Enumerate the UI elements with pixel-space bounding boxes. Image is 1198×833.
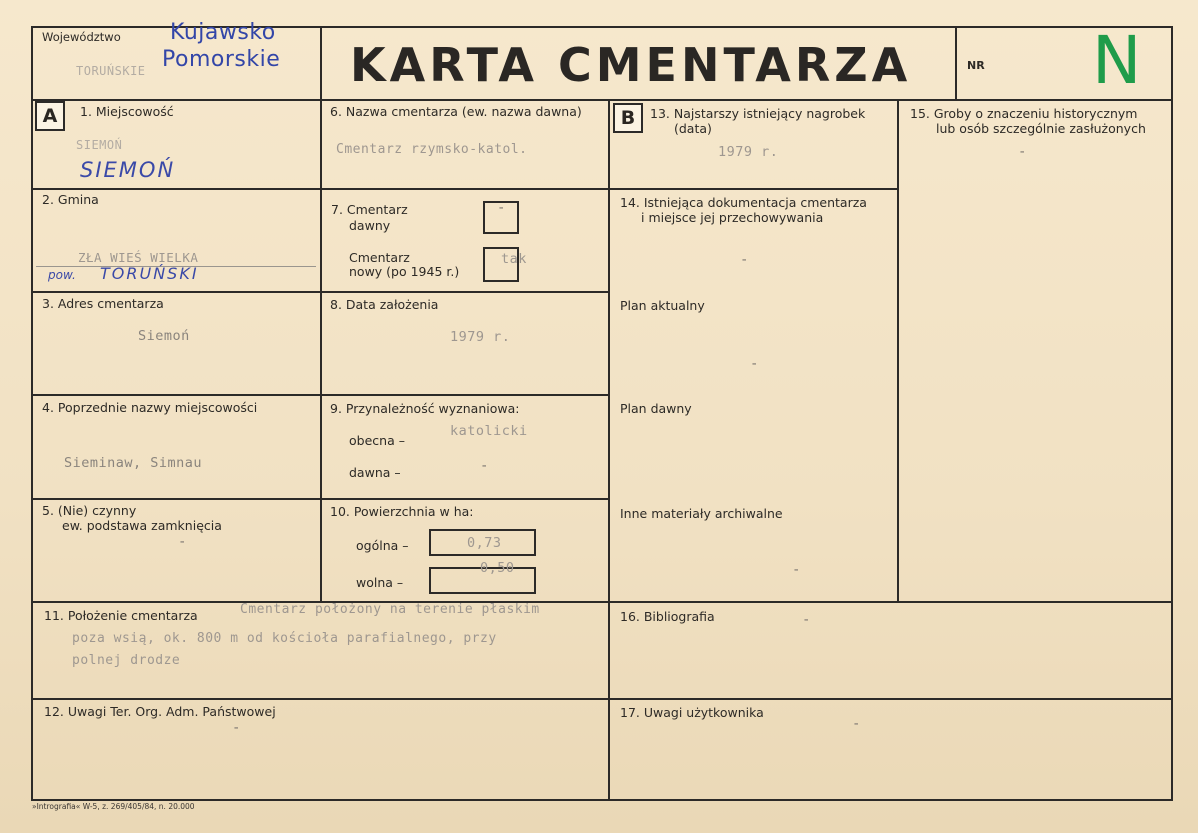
field-11-label: 11. Położenie cmentarza — [44, 608, 198, 623]
plan-dawny-label: Plan dawny — [620, 401, 692, 416]
field-13-label-2: (data) — [674, 121, 712, 136]
divider — [320, 99, 322, 603]
field-9-dawna-label: dawna – — [349, 465, 401, 480]
field-7-box-nowy-value: tak — [501, 251, 527, 267]
field-10-label: 10. Powierzchnia w ha: — [330, 504, 474, 519]
field-7-label-2b: nowy (po 1945 r.) — [349, 264, 460, 279]
field-17-typed: - — [852, 716, 861, 732]
field-10-wolna-value: 0,50 — [480, 560, 515, 576]
card-title: KARTA CMENTARZA — [350, 38, 912, 92]
divider — [897, 99, 899, 603]
field-2-label: 2. Gmina — [42, 192, 99, 207]
nr-label: NR — [967, 59, 985, 72]
field-13-label-1: 13. Najstarszy istniejący nagrobek — [650, 106, 866, 121]
field-11-line2: poza wsią, ok. 800 m od kościoła parafialnego, przy — [72, 631, 497, 646]
field-7-label-2a: Cmentarz — [349, 250, 410, 265]
field-5-label-2: ew. podstawa zamknięcia — [62, 518, 222, 533]
field-8-typed: 1979 r. — [450, 329, 511, 345]
divider — [608, 99, 610, 799]
divider — [31, 99, 1173, 101]
divider — [31, 188, 609, 190]
field-5-typed: - — [178, 534, 187, 550]
plan-aktualny-label: Plan aktualny — [620, 298, 705, 313]
section-a-marker: A — [35, 101, 65, 131]
field-9-obecna-value: katolicki — [450, 423, 528, 439]
field-1-handwritten: SIEMOŃ — [80, 158, 176, 182]
inne-materialy-label: Inne materiały archiwalne — [620, 506, 783, 521]
section-b-marker: B — [613, 103, 643, 133]
field-7-box-dawny-value: - — [497, 200, 506, 216]
field-2-hand-prefix: pow. — [48, 268, 76, 282]
field-10-wolna-label: wolna – — [356, 575, 404, 590]
field-3-typed: Siemoń — [138, 328, 190, 344]
field-14-label-2: i miejsce jej przechowywania — [641, 210, 824, 225]
field-4-typed: Sieminaw, Simnau — [64, 455, 203, 471]
field-15-label-2: lub osób szczególnie zasłużonych — [936, 121, 1146, 136]
divider — [31, 601, 1173, 603]
stamp-line1: Kujawsko — [170, 20, 276, 45]
field-2-handwritten: TORUŃSKI — [100, 264, 199, 283]
field-13-typed: 1979 r. — [718, 144, 779, 160]
print-footer: »Intrografia« W-5, z. 269/405/84, n. 20.000 — [32, 802, 195, 811]
wojewodztwo-label: Województwo — [42, 30, 121, 44]
field-16-label: 16. Bibliografia — [620, 609, 715, 624]
inne-materialy-value: - — [792, 562, 801, 578]
field-11-line1: Cmentarz położony na terenie płaskim — [240, 602, 540, 617]
field-12-label: 12. Uwagi Ter. Org. Adm. Państwowej — [44, 704, 276, 719]
field-1-label: 1. Miejscowość — [80, 104, 174, 119]
field-6-typed: Cmentarz rzymsko-katol. — [336, 142, 528, 157]
divider — [31, 498, 609, 500]
divider — [31, 291, 609, 293]
field-15-typed: - — [1018, 144, 1027, 160]
field-6-label: 6. Nazwa cmentarza (ew. nazwa dawna) — [330, 104, 582, 119]
divider — [31, 698, 1173, 700]
nr-value: N — [1092, 22, 1142, 99]
divider — [320, 26, 322, 101]
wojewodztwo-typed: TORUŃSKIE — [76, 64, 146, 78]
field-14-typed: - — [740, 252, 749, 268]
field-5-label-1: 5. (Nie) czynny — [42, 503, 137, 518]
field-15-label-1: 15. Groby o znaczeniu historycznym — [910, 106, 1138, 121]
field-9-label: 9. Przynależność wyznaniowa: — [330, 401, 520, 416]
stamp-line2: Pomorskie — [162, 47, 281, 72]
plan-aktualny-value: - — [750, 356, 759, 372]
field-9-dawna-value: - — [480, 458, 489, 474]
field-4-label: 4. Poprzednie nazwy miejscowości — [42, 400, 258, 415]
field-9-obecna-label: obecna – — [349, 433, 405, 448]
field-7-label-1a: 7. Cmentarz — [331, 202, 408, 217]
field-1-typed: SIEMOŃ — [76, 138, 123, 152]
field-3-label: 3. Adres cmentarza — [42, 296, 164, 311]
field-14-label-1: 14. Istniejąca dokumentacja cmentarza — [620, 195, 867, 210]
field-2-typed: ZŁA WIEŚ WIELKA — [78, 250, 199, 265]
field-16-typed: - — [802, 612, 811, 628]
field-12-typed: - — [232, 720, 241, 736]
field-11-line3: polnej drodze — [72, 653, 181, 668]
field-10-ogolna-value: 0,73 — [467, 535, 502, 551]
field-10-ogolna-label: ogólna – — [356, 538, 409, 553]
divider — [955, 26, 957, 101]
divider — [31, 394, 609, 396]
field-17-label: 17. Uwagi użytkownika — [620, 705, 764, 720]
divider — [608, 188, 898, 190]
field-7-label-1b: dawny — [349, 218, 391, 233]
field-8-label: 8. Data założenia — [330, 297, 439, 312]
